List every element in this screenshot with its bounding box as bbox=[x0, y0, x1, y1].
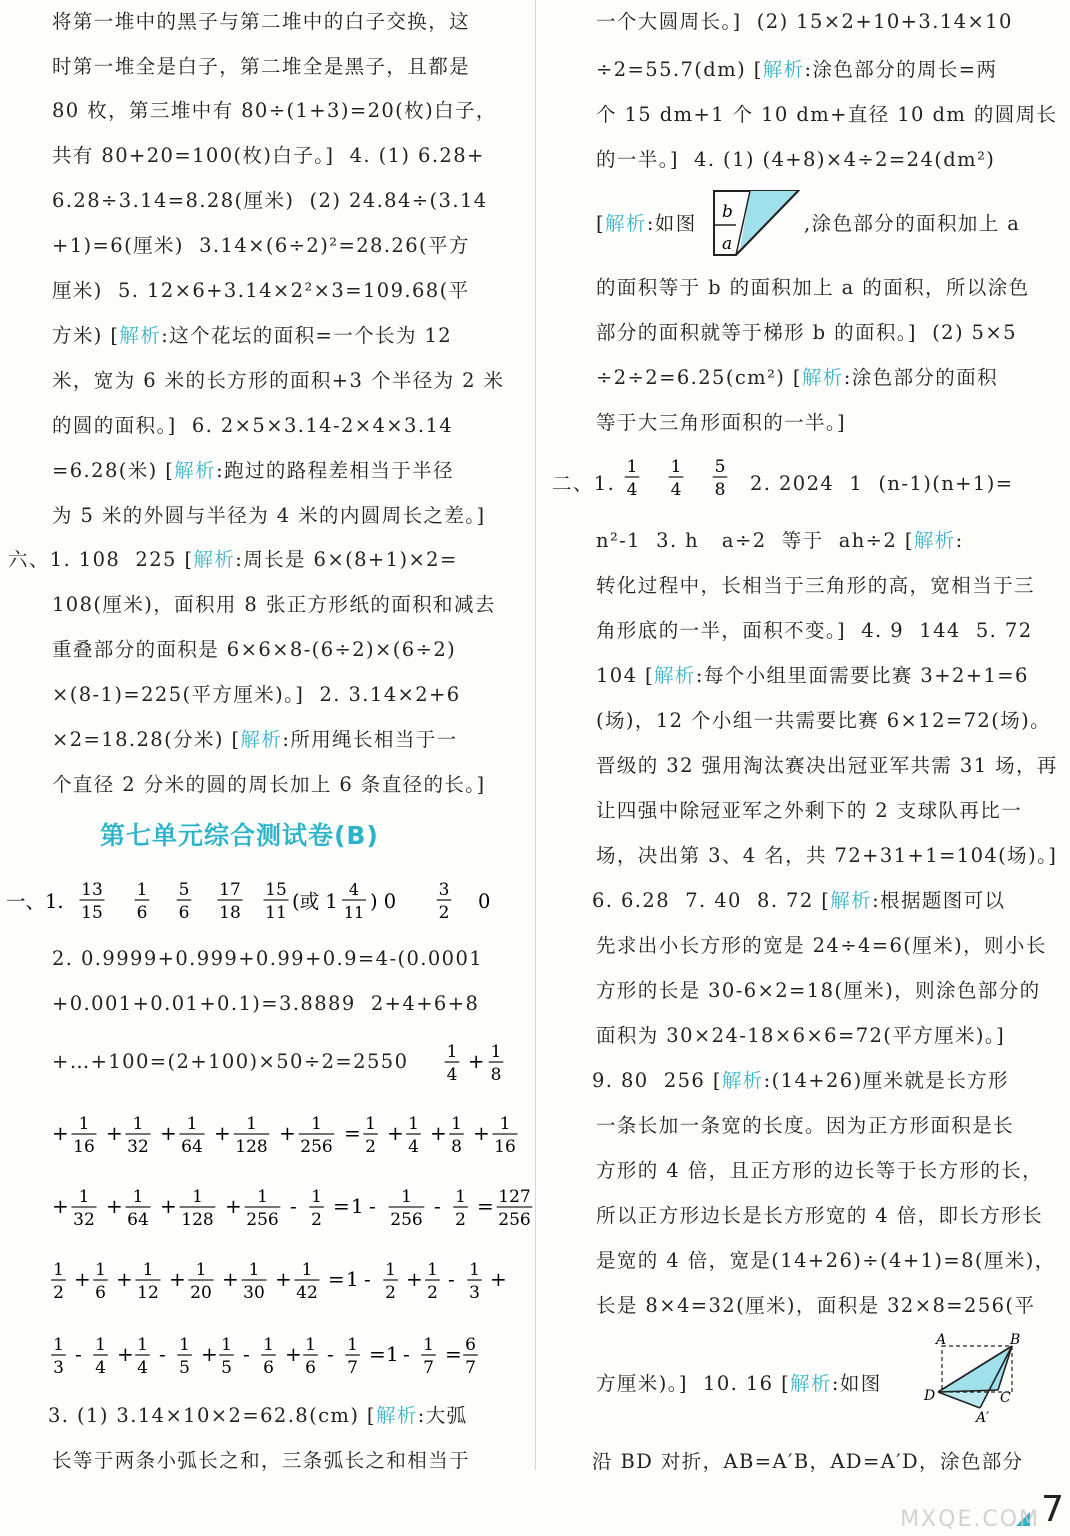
text-line bbox=[596, 932, 1047, 960]
denominator: 15 bbox=[81, 903, 103, 923]
line-text: 晋级的 32 强用淘汰赛决出冠亚军共需 31 场，再 bbox=[596, 754, 1058, 777]
numerator: 1 bbox=[257, 1187, 268, 1207]
numerator: 1 bbox=[78, 1187, 90, 1207]
math-text: + bbox=[160, 1194, 177, 1218]
numerator: 1 bbox=[95, 1260, 106, 1280]
numerator: 1 bbox=[423, 1335, 434, 1355]
denominator: 128 bbox=[181, 1210, 214, 1230]
numerator: 6 bbox=[465, 1335, 476, 1355]
math-text: + bbox=[275, 1267, 292, 1291]
numerator: 1 bbox=[95, 1335, 106, 1355]
text-line bbox=[596, 527, 964, 555]
text-line bbox=[596, 617, 1033, 645]
numerator: 1 bbox=[132, 1187, 144, 1207]
math-text: ) 0 bbox=[370, 890, 397, 913]
math-text: + bbox=[52, 1194, 69, 1218]
denominator: 6 bbox=[305, 1358, 316, 1378]
denominator: 4 bbox=[670, 480, 682, 500]
line-text: 是宽的 4 倍，宽是(14+26)÷(4+1)=8(厘米)， bbox=[596, 1249, 1056, 1272]
analysis-tag: 解析 bbox=[721, 1069, 764, 1092]
line-text: ÷2=55.7(dm) [ bbox=[596, 58, 763, 81]
denominator: 4 bbox=[446, 1065, 458, 1085]
math-text: + bbox=[490, 1267, 507, 1291]
analysis-tag: 解析 bbox=[605, 212, 647, 235]
numerator: 1 bbox=[53, 1260, 64, 1280]
text-line bbox=[596, 319, 1017, 347]
analysis-tag: 解析 bbox=[193, 548, 236, 571]
line-text: ,涂色部分的面积加上 a bbox=[804, 212, 1021, 235]
denominator: 2 bbox=[438, 903, 450, 923]
analysis-tag: 解析 bbox=[913, 529, 956, 552]
line-text: 为 5 米的外圆与半径为 4 米的内圆周长之差。] bbox=[52, 504, 486, 527]
line-text: 厘米) 5. 12×6+3.14×2²×3=109.68(平 bbox=[52, 279, 470, 302]
line-text: 先求出小长方形的宽是 24÷4=6(厘米)，则小长 bbox=[596, 934, 1047, 957]
text-line bbox=[596, 1292, 1035, 1320]
denominator: 2 bbox=[455, 1210, 466, 1230]
line-text: 转化过程中，长相当于三角形的高，宽相当于三 bbox=[596, 574, 1035, 597]
text-line bbox=[596, 1022, 1005, 1050]
line-text: 时第一堆全是白子，第二堆全是黑子，且都是 bbox=[52, 55, 471, 78]
line-text: 部分的面积就等于梯形 b 的面积。] (2) 5×5 bbox=[596, 321, 1017, 344]
line-text-rest: :涂色部分的周长=两 bbox=[804, 58, 998, 81]
numerator: 1 bbox=[626, 457, 638, 477]
denominator: 2 bbox=[311, 1210, 322, 1230]
line-text: ÷2÷2=6.25(cm²) [ bbox=[596, 366, 802, 389]
text-line bbox=[804, 210, 1020, 238]
numerator: 5 bbox=[178, 880, 190, 900]
line-text: 面积为 30×24-18×6×6=72(平方厘米)。] bbox=[596, 1024, 1006, 1047]
numerator: 1 bbox=[195, 1260, 207, 1280]
line-text-rest: :所用绳长相当于一 bbox=[282, 728, 458, 751]
numerator: 4 bbox=[348, 880, 360, 899]
line-text: 的一半。] 4. (1) (4+8)×4÷2=24(dm²) bbox=[596, 148, 996, 171]
numerator: 1 bbox=[221, 1335, 232, 1355]
text-line bbox=[596, 1112, 1014, 1140]
math-text: (或 1 bbox=[292, 890, 338, 913]
math-text: = bbox=[369, 1342, 386, 1366]
line-text: 所以正方形边长是长方形宽的 4 倍，即长方形长 bbox=[596, 1204, 1044, 1227]
denominator: 16 bbox=[73, 1137, 95, 1157]
text-line bbox=[596, 707, 1051, 735]
denominator: 2 bbox=[53, 1283, 64, 1303]
denominator: 2 bbox=[365, 1137, 376, 1157]
text-line bbox=[750, 470, 1013, 498]
math-text: - bbox=[364, 1267, 371, 1291]
text-line bbox=[592, 887, 1005, 915]
line-text: 一个大圆周长。] (2) 15×2+10+3.14×10 bbox=[596, 10, 1013, 33]
numerator: 1 bbox=[408, 1114, 419, 1134]
math-text: + bbox=[430, 1121, 447, 1145]
math-text: = bbox=[344, 1121, 361, 1145]
line-text-rest: :这个花坛的面积=一个长为 12 bbox=[161, 324, 453, 347]
line-text: 108(厘米)，面积用 8 张正方形纸的面积和减去 bbox=[52, 593, 496, 616]
line-text: 将第一堆中的黑子与第二堆中的白子交换，这 bbox=[52, 10, 471, 33]
numerator: 1 bbox=[142, 1260, 154, 1280]
line-text-rest: :如图 bbox=[646, 212, 697, 235]
label-A-prime: A′ bbox=[976, 1410, 990, 1426]
denominator: 4 bbox=[95, 1358, 106, 1378]
math-text: - bbox=[448, 1267, 455, 1291]
numerator: 1 bbox=[192, 1187, 203, 1207]
math-text: + bbox=[74, 1267, 91, 1291]
analysis-tag: 解析 bbox=[654, 664, 696, 687]
denominator: 30 bbox=[243, 1283, 265, 1303]
text-line bbox=[596, 56, 997, 84]
label-C: C bbox=[1000, 1390, 1011, 1406]
line-text-rest: :(14+26)厘米就是长方形 bbox=[763, 1069, 1009, 1092]
line-text-rest: :如图 bbox=[831, 1372, 882, 1395]
line-text: 长等于两条小弧长之和，三条弧长之和相当于 bbox=[52, 1449, 471, 1472]
numerator: 1 bbox=[490, 1042, 502, 1062]
numerator: 5 bbox=[714, 457, 726, 477]
math-text: - bbox=[75, 1342, 82, 1366]
math-text: 1 bbox=[351, 1194, 364, 1218]
analysis-tag: 解析 bbox=[174, 459, 217, 482]
denominator: 20 bbox=[190, 1283, 212, 1303]
text-line bbox=[552, 470, 615, 498]
denominator: 2 bbox=[385, 1283, 396, 1303]
math-text: + bbox=[201, 1342, 218, 1366]
denominator: 11 bbox=[343, 903, 365, 922]
math-text: + bbox=[116, 1267, 133, 1291]
numerator: 1 bbox=[301, 1260, 313, 1280]
analysis-tag: 解析 bbox=[830, 889, 873, 912]
denominator: 6 bbox=[95, 1283, 106, 1303]
denominator: 64 bbox=[181, 1137, 203, 1157]
denominator: 8 bbox=[490, 1065, 502, 1085]
numerator: 1 bbox=[427, 1260, 438, 1280]
numerator: 1 bbox=[385, 1260, 396, 1280]
line-text: 长是 8×4=32(厘米)，面积是 32×8=256(平 bbox=[596, 1294, 1036, 1317]
denominator: 12 bbox=[137, 1283, 159, 1303]
line-text: 方米) [ bbox=[52, 324, 120, 347]
line-text: 2. 2024 1 (n-1)(n+1)= bbox=[750, 472, 1014, 495]
denominator: 256 bbox=[300, 1137, 333, 1157]
label-A: A bbox=[936, 1332, 947, 1348]
denominator: 3 bbox=[469, 1283, 480, 1303]
numerator: 1 bbox=[132, 1114, 144, 1134]
math-text: - bbox=[290, 1194, 297, 1218]
numerator: 1 bbox=[53, 1335, 64, 1355]
denominator: 256 bbox=[246, 1210, 279, 1230]
denominator: 128 bbox=[235, 1137, 268, 1157]
math-text: + bbox=[225, 1194, 242, 1218]
line-text: 共有 80+20=100(枚)白子。] 4. (1) 6.28+ bbox=[52, 144, 485, 167]
denominator: 4 bbox=[626, 480, 638, 500]
text-line bbox=[596, 1202, 1043, 1230]
line-text: 个 15 dm+1 个 10 dm+直径 10 dm 的圆周长 bbox=[596, 103, 1058, 126]
text-line bbox=[596, 101, 1057, 129]
denominator: 6 bbox=[136, 903, 148, 923]
math-text: - bbox=[327, 1342, 334, 1366]
denominator: 16 bbox=[494, 1137, 516, 1157]
denominator: 5 bbox=[179, 1358, 190, 1378]
math-text: = bbox=[328, 1267, 345, 1291]
line-text-rest: :每个小组里面需要比赛 3+2+1=6 bbox=[695, 664, 1029, 687]
line-text: 9. 80 256 [ bbox=[592, 1069, 722, 1092]
line-text: n²-1 3. h a÷2 等于 ah÷2 [ bbox=[596, 529, 914, 552]
line-text: 80 枚，第三堆中有 80÷(1+3)=20(枚)白子， bbox=[52, 99, 497, 122]
line-text: 的圆的面积。] 6. 2×5×3.14-2×4×3.14 bbox=[52, 414, 454, 437]
line-text: 二、1. bbox=[552, 472, 616, 495]
denominator: 42 bbox=[296, 1283, 318, 1303]
line-text: ×2=18.28(分米) [ bbox=[52, 728, 241, 751]
numerator: 1 bbox=[179, 1335, 190, 1355]
text-line bbox=[596, 8, 1013, 36]
text-line bbox=[596, 572, 1035, 600]
line-text: 场，决出第 3、4 名，共 72+31+1=104(场)。] bbox=[596, 844, 1058, 867]
denominator: 32 bbox=[127, 1137, 149, 1157]
denominator: 7 bbox=[347, 1358, 358, 1378]
text-line bbox=[596, 274, 1030, 302]
math-text: 1 bbox=[346, 1267, 359, 1291]
page-number: 7 bbox=[1041, 1489, 1064, 1530]
text-line bbox=[596, 409, 846, 437]
math-text: - bbox=[403, 1342, 410, 1366]
text-line bbox=[596, 1157, 1043, 1185]
line-text: 方形的 4 倍，且正方形的边长等于长方形的长， bbox=[596, 1159, 1044, 1182]
denominator: 4 bbox=[137, 1358, 148, 1378]
analysis-tag: 解析 bbox=[119, 324, 162, 347]
math-text: + bbox=[468, 1050, 485, 1073]
numerator: 1 bbox=[469, 1260, 480, 1280]
math-text: + bbox=[406, 1267, 423, 1291]
math-text: + bbox=[160, 1121, 177, 1145]
line-text-rest: : bbox=[955, 529, 964, 552]
analysis-tag: 解析 bbox=[762, 58, 805, 81]
label-D: D bbox=[924, 1388, 936, 1404]
text-line bbox=[592, 1448, 1024, 1476]
numerator: 1 bbox=[446, 1042, 458, 1062]
numerator: 1 bbox=[137, 1335, 148, 1355]
math-text: + bbox=[106, 1121, 123, 1145]
numerator: 127 bbox=[498, 1187, 531, 1207]
denominator: 7 bbox=[423, 1358, 434, 1378]
numerator: 1 bbox=[311, 1187, 322, 1207]
math-text: + bbox=[52, 1121, 69, 1145]
denominator: 32 bbox=[73, 1210, 95, 1230]
column-divider bbox=[535, 0, 536, 1470]
denominator: 11 bbox=[265, 903, 287, 923]
fold-figure bbox=[922, 1332, 1032, 1426]
line-text: ×(8-1)=225(平方厘米)。] 2. 3.14×2+6 bbox=[52, 683, 461, 706]
numerator: 3 bbox=[438, 880, 450, 900]
line-text: 六、1. 108 225 [ bbox=[8, 548, 194, 571]
line-text-rest: :周长是 6×(8+1)×2= bbox=[235, 548, 458, 571]
numerator: 1 bbox=[246, 1114, 257, 1134]
text-line bbox=[596, 662, 1029, 690]
math-text: + bbox=[279, 1121, 296, 1145]
text-line bbox=[596, 1247, 1056, 1275]
text-line bbox=[596, 364, 998, 392]
denominator: 8 bbox=[714, 480, 726, 500]
line-text: 3. (1) 3.14×10×2=62.8(cm) [ bbox=[48, 1404, 376, 1427]
text-line bbox=[596, 842, 1057, 870]
line-text: 角形底的一半，面积不变。] 4. 9 144 5. 72 bbox=[596, 619, 1033, 642]
numerator: 1 bbox=[305, 1335, 316, 1355]
numerator: 1 bbox=[401, 1187, 412, 1207]
math-text: + bbox=[214, 1121, 231, 1145]
line-text: 2. 0.9999+0.999+0.99+0.9=4-(0.0001 bbox=[52, 947, 484, 970]
analysis-tag: 解析 bbox=[240, 728, 283, 751]
line-text: 重叠部分的面积是 6×6×8-(6÷2)×(6÷2) bbox=[52, 638, 457, 661]
line-text: 沿 BD 对折，AB=A′B，AD=A′D，涂色部分 bbox=[592, 1450, 1024, 1473]
line-text: 6. 6.28 7. 40 8. 72 [ bbox=[592, 889, 831, 912]
line-text: 方形的长是 30-6×2=18(厘米)，则涂色部分的 bbox=[596, 979, 1041, 1002]
denominator: 4 bbox=[408, 1137, 419, 1157]
numerator: 1 bbox=[311, 1114, 322, 1134]
denominator: 5 bbox=[221, 1358, 232, 1378]
denominator: 256 bbox=[390, 1210, 423, 1230]
math-text: = bbox=[333, 1194, 350, 1218]
line-text: 米，宽为 6 米的长方形的面积+3 个半径为 2 米 bbox=[52, 369, 505, 392]
math-text: + bbox=[106, 1194, 123, 1218]
numerator: 1 bbox=[499, 1114, 511, 1134]
analysis-tag: 解析 bbox=[801, 366, 844, 389]
denominator: 8 bbox=[451, 1137, 462, 1157]
line-text: 让四强中除冠亚军之外剩下的 2 支球队再比一 bbox=[596, 799, 1023, 822]
math-text: - bbox=[159, 1342, 166, 1366]
line-text: (场)，12 个小组一共需要比赛 6×12=72(场)。 bbox=[596, 709, 1052, 732]
numerator: 1 bbox=[78, 1114, 90, 1134]
denominator: 18 bbox=[219, 903, 241, 923]
numerator: 13 bbox=[81, 880, 103, 900]
math-text: - bbox=[243, 1342, 250, 1366]
line-text: 一条长加一条宽的长度。因为正方形面积是长 bbox=[596, 1114, 1015, 1137]
text-line bbox=[596, 1370, 882, 1398]
text-line bbox=[592, 1067, 1009, 1095]
math-text: = bbox=[445, 1342, 462, 1366]
text-line bbox=[596, 146, 995, 174]
numerator: 1 bbox=[455, 1187, 466, 1207]
math-text: - bbox=[369, 1194, 376, 1218]
denominator: 64 bbox=[127, 1210, 149, 1230]
line-text: =6.28(米) [ bbox=[52, 459, 175, 482]
numerator: 17 bbox=[219, 880, 241, 900]
math-text: + bbox=[473, 1121, 490, 1145]
line-text: +1)=6(厘米) 3.14×(6÷2)²=28.26(平方 bbox=[52, 234, 470, 257]
line-text: 个直径 2 分米的圆的周长加上 6 条直径的长。] bbox=[52, 773, 486, 796]
numerator: 1 bbox=[263, 1335, 274, 1355]
numerator: 1 bbox=[186, 1114, 198, 1134]
math-text: + bbox=[222, 1267, 239, 1291]
line-text: +0.001+0.01+0.1)=3.8889 2+4+6+8 bbox=[52, 992, 480, 1015]
analysis-tag: 解析 bbox=[790, 1372, 832, 1395]
denominator: 256 bbox=[498, 1210, 531, 1230]
line-text-rest: :跑过的路程差相当于半径 bbox=[216, 459, 454, 482]
text-line bbox=[596, 977, 1041, 1005]
denominator: 2 bbox=[427, 1283, 438, 1303]
numerator: 1 bbox=[248, 1260, 260, 1280]
math-text: + bbox=[285, 1342, 302, 1366]
section-title: 第七单元综合测试卷(B) bbox=[100, 821, 379, 850]
line-text-rest: :根据题图可以 bbox=[872, 889, 1006, 912]
denominator: 6 bbox=[178, 903, 190, 923]
section-number: 一、1. bbox=[6, 890, 64, 913]
denominator: 7 bbox=[465, 1358, 476, 1378]
label-a: a bbox=[722, 234, 733, 254]
watermark: MXQE.COM bbox=[900, 1507, 1040, 1532]
math-text: 0 bbox=[478, 890, 491, 913]
line-text: 6.28÷3.14=8.28(厘米) (2) 24.84÷(3.14 bbox=[52, 189, 488, 212]
line-text: 104 [ bbox=[596, 664, 655, 687]
trapezoid-figure bbox=[710, 187, 820, 259]
analysis-tag: 解析 bbox=[375, 1404, 418, 1427]
numerator: 1 bbox=[347, 1335, 358, 1355]
denominator: 3 bbox=[53, 1358, 64, 1378]
denominator: 6 bbox=[263, 1358, 274, 1378]
line-text: 方厘米)。] 10. 16 [ bbox=[596, 1372, 791, 1395]
math-text: 1 bbox=[386, 1342, 399, 1366]
numerator: 1 bbox=[136, 880, 148, 900]
text-line bbox=[596, 797, 1022, 825]
line-text: 的面积等于 b 的面积加上 a 的面积，所以涂色 bbox=[596, 276, 1030, 299]
text-line bbox=[596, 210, 697, 238]
line-text: 等于大三角形面积的一半。] bbox=[596, 411, 847, 434]
line-text-rest: :大弧 bbox=[417, 1404, 468, 1427]
numerator: 1 bbox=[451, 1114, 462, 1134]
math-text: + bbox=[387, 1121, 404, 1145]
math-text: = bbox=[477, 1194, 494, 1218]
line-text: [ bbox=[596, 212, 606, 235]
label-B: B bbox=[1010, 1332, 1021, 1348]
math-text: - bbox=[434, 1194, 441, 1218]
label-b: b bbox=[722, 202, 733, 222]
math-text: + bbox=[117, 1342, 134, 1366]
text-line bbox=[596, 752, 1058, 780]
numerator: 1 bbox=[365, 1114, 376, 1134]
line-text: +…+100=(2+100)×50÷2=2550 bbox=[52, 1050, 409, 1073]
line-text-rest: :涂色部分的面积 bbox=[843, 366, 998, 389]
math-text: + bbox=[169, 1267, 186, 1291]
numerator: 15 bbox=[265, 880, 287, 900]
numerator: 1 bbox=[670, 457, 682, 477]
